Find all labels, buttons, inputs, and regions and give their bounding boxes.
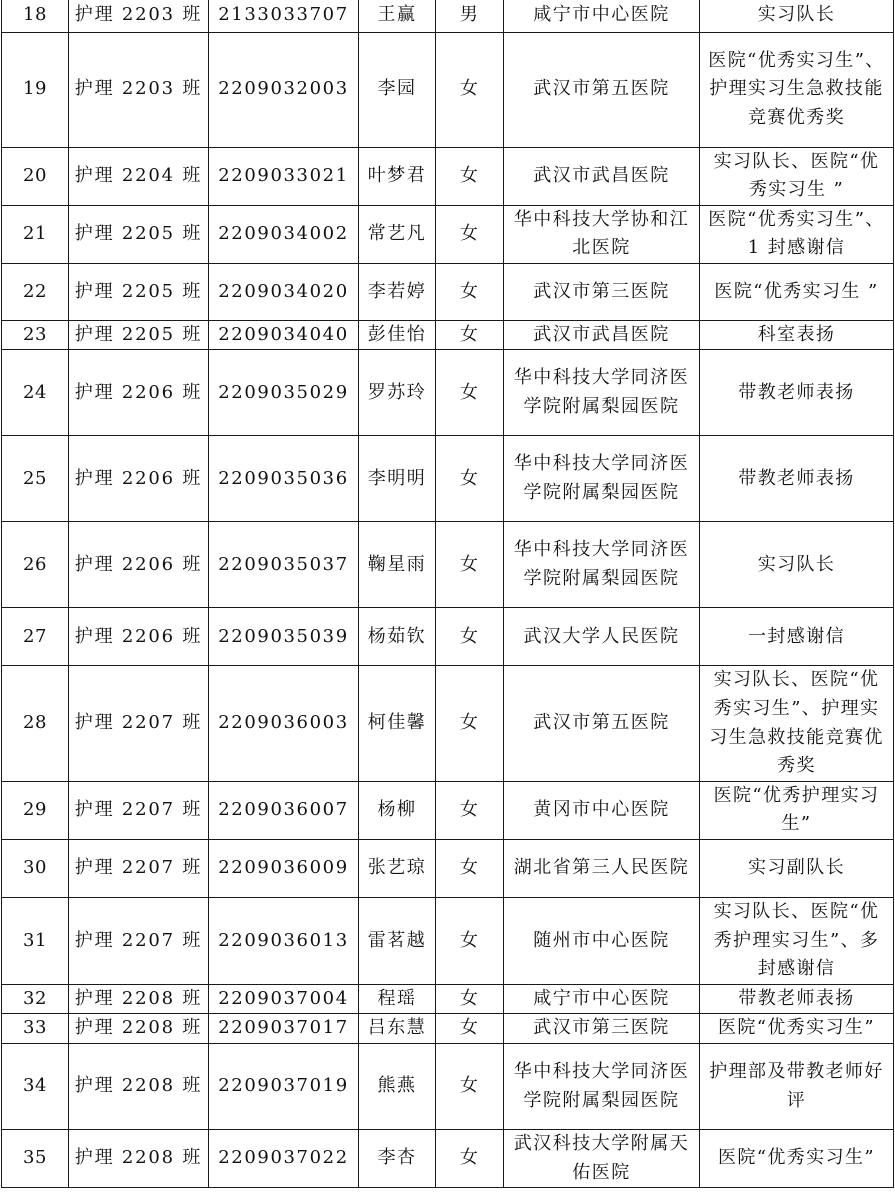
table-row — [2, 522, 894, 608]
student-name-cell: 张艺琼 — [359, 840, 436, 898]
hospital-cell: 随州市中心医院 — [504, 898, 700, 985]
student-id-cell: 2209037017 — [209, 1014, 359, 1044]
class-cell: 护理 2203 班 — [69, 0, 209, 32]
table-row — [2, 984, 894, 1014]
gender-cell: 女 — [436, 205, 504, 263]
hospital-cell: 武汉市第五医院 — [504, 32, 700, 147]
remark-cell: 带教老师表扬 — [700, 436, 894, 522]
remark-cell: 实习队长 — [700, 0, 894, 32]
student-id-cell: 2209036009 — [209, 840, 359, 898]
gender-cell: 女 — [436, 350, 504, 436]
gender-cell: 女 — [436, 666, 504, 781]
class-cell: 护理 2205 班 — [69, 320, 209, 350]
student-name-cell: 彭佳怡 — [359, 320, 436, 350]
student-name-cell: 李明明 — [359, 436, 436, 522]
table-body — [2, 0, 894, 1188]
gender-cell: 女 — [436, 898, 504, 985]
student-name-cell: 王赢 — [359, 0, 436, 32]
student-name-cell: 程瑶 — [359, 984, 436, 1014]
hospital-cell: 武汉市武昌医院 — [504, 320, 700, 350]
row-number-cell: 32 — [2, 984, 69, 1014]
student-name-cell: 杨茹钦 — [359, 608, 436, 666]
student-id-cell: 2209036007 — [209, 781, 359, 839]
student-id-cell: 2209036013 — [209, 898, 359, 985]
hospital-cell: 黄冈市中心医院 — [504, 781, 700, 839]
gender-cell: 女 — [436, 436, 504, 522]
student-id-cell: 2209035036 — [209, 436, 359, 522]
row-number-cell: 20 — [2, 147, 69, 205]
student-id-cell: 2209037022 — [209, 1130, 359, 1188]
hospital-cell: 武汉市第三医院 — [504, 1014, 700, 1044]
row-number-cell: 22 — [2, 263, 69, 320]
row-number-cell: 25 — [2, 436, 69, 522]
class-cell: 护理 2206 班 — [69, 608, 209, 666]
student-id-cell: 2209035039 — [209, 608, 359, 666]
class-cell: 护理 2206 班 — [69, 350, 209, 436]
table-row — [2, 147, 894, 205]
table-row — [2, 205, 894, 263]
remark-cell: 实习队长 — [700, 522, 894, 608]
remark-cell: 一封感谢信 — [700, 608, 894, 666]
student-id-cell: 2209033021 — [209, 147, 359, 205]
hospital-cell: 咸宁市中心医院 — [504, 984, 700, 1014]
class-cell: 护理 2207 班 — [69, 781, 209, 839]
remark-cell: 带教老师表扬 — [700, 350, 894, 436]
gender-cell: 女 — [436, 1044, 504, 1130]
remark-cell: 护理部及带教老师好评 — [700, 1044, 894, 1130]
gender-cell: 女 — [436, 522, 504, 608]
class-cell: 护理 2205 班 — [69, 205, 209, 263]
remark-cell: 医院“优秀实习生 ” — [700, 263, 894, 320]
table-row — [2, 898, 894, 985]
class-cell: 护理 2206 班 — [69, 436, 209, 522]
student-id-cell: 2209035037 — [209, 522, 359, 608]
gender-cell: 女 — [436, 147, 504, 205]
student-name-cell: 雷茗越 — [359, 898, 436, 985]
row-number-cell: 24 — [2, 350, 69, 436]
remark-cell: 实习队长、医院“优秀实习生”、护理实习生急救技能竞赛优秀奖 — [700, 666, 894, 781]
hospital-cell: 华中科技大学同济医学院附属梨园医院 — [504, 1044, 700, 1130]
remark-cell: 医院“优秀实习生” — [700, 1130, 894, 1188]
student-name-cell: 常艺凡 — [359, 205, 436, 263]
remark-cell: 医院“优秀实习生”、1 封感谢信 — [700, 205, 894, 263]
table-row — [2, 263, 894, 320]
table-row — [2, 32, 894, 147]
remark-cell: 实习队长、医院“优秀护理实习生”、多封感谢信 — [700, 898, 894, 985]
table-row — [2, 840, 894, 898]
student-name-cell: 柯佳馨 — [359, 666, 436, 781]
gender-cell: 女 — [436, 263, 504, 320]
class-cell: 护理 2205 班 — [69, 263, 209, 320]
gender-cell: 女 — [436, 608, 504, 666]
gender-cell: 女 — [436, 1014, 504, 1044]
gender-cell: 女 — [436, 32, 504, 147]
table-row — [2, 666, 894, 781]
student-name-cell: 李杏 — [359, 1130, 436, 1188]
hospital-cell: 武汉大学人民医院 — [504, 608, 700, 666]
hospital-cell: 华中科技大学同济医学院附属梨园医院 — [504, 522, 700, 608]
table-row — [2, 781, 894, 839]
table-row — [2, 320, 894, 350]
student-id-cell: 2209034020 — [209, 263, 359, 320]
remark-cell: 带教老师表扬 — [700, 984, 894, 1014]
row-number-cell: 29 — [2, 781, 69, 839]
class-cell: 护理 2204 班 — [69, 147, 209, 205]
gender-cell: 女 — [436, 781, 504, 839]
remark-cell: 实习队长、医院“优秀实习生 ” — [700, 147, 894, 205]
intern-award-table — [1, 0, 894, 1188]
row-number-cell: 19 — [2, 32, 69, 147]
student-id-cell: 2209035029 — [209, 350, 359, 436]
gender-cell: 女 — [436, 984, 504, 1014]
row-number-cell: 30 — [2, 840, 69, 898]
remark-cell: 医院“优秀护理实习生” — [700, 781, 894, 839]
table-row — [2, 0, 894, 32]
row-number-cell: 28 — [2, 666, 69, 781]
hospital-cell: 武汉市武昌医院 — [504, 147, 700, 205]
student-id-cell: 2209036003 — [209, 666, 359, 781]
hospital-cell: 华中科技大学协和江北医院 — [504, 205, 700, 263]
hospital-cell: 武汉市第三医院 — [504, 263, 700, 320]
hospital-cell: 华中科技大学同济医学院附属梨园医院 — [504, 350, 700, 436]
class-cell: 护理 2208 班 — [69, 1130, 209, 1188]
row-number-cell: 23 — [2, 320, 69, 350]
student-id-cell: 2209034040 — [209, 320, 359, 350]
hospital-cell: 武汉科技大学附属天佑医院 — [504, 1130, 700, 1188]
table-row — [2, 350, 894, 436]
row-number-cell: 27 — [2, 608, 69, 666]
table-row — [2, 436, 894, 522]
class-cell: 护理 2206 班 — [69, 522, 209, 608]
class-cell: 护理 2203 班 — [69, 32, 209, 147]
class-cell: 护理 2208 班 — [69, 984, 209, 1014]
remark-cell: 科室表扬 — [700, 320, 894, 350]
remark-cell: 医院“优秀实习生” — [700, 1014, 894, 1044]
row-number-cell: 21 — [2, 205, 69, 263]
class-cell: 护理 2208 班 — [69, 1044, 209, 1130]
row-number-cell: 34 — [2, 1044, 69, 1130]
row-number-cell: 18 — [2, 0, 69, 32]
gender-cell: 男 — [436, 0, 504, 32]
hospital-cell: 华中科技大学同济医学院附属梨园医院 — [504, 436, 700, 522]
student-name-cell: 叶梦君 — [359, 147, 436, 205]
table-row — [2, 608, 894, 666]
student-id-cell: 2209032003 — [209, 32, 359, 147]
hospital-cell: 咸宁市中心医院 — [504, 0, 700, 32]
row-number-cell: 31 — [2, 898, 69, 985]
table-row — [2, 1044, 894, 1130]
table-row — [2, 1130, 894, 1188]
gender-cell: 女 — [436, 320, 504, 350]
class-cell: 护理 2207 班 — [69, 840, 209, 898]
hospital-cell: 武汉市第五医院 — [504, 666, 700, 781]
student-name-cell: 李园 — [359, 32, 436, 147]
gender-cell: 女 — [436, 840, 504, 898]
student-name-cell: 鞠星雨 — [359, 522, 436, 608]
student-name-cell: 吕东慧 — [359, 1014, 436, 1044]
row-number-cell: 35 — [2, 1130, 69, 1188]
student-id-cell: 2209037004 — [209, 984, 359, 1014]
remark-cell: 实习副队长 — [700, 840, 894, 898]
row-number-cell: 26 — [2, 522, 69, 608]
class-cell: 护理 2208 班 — [69, 1014, 209, 1044]
class-cell: 护理 2207 班 — [69, 666, 209, 781]
student-name-cell: 杨柳 — [359, 781, 436, 839]
student-name-cell: 李若婷 — [359, 263, 436, 320]
remark-cell: 医院“优秀实习生”、护理实习生急救技能竞赛优秀奖 — [700, 32, 894, 147]
gender-cell: 女 — [436, 1130, 504, 1188]
class-cell: 护理 2207 班 — [69, 898, 209, 985]
table-row — [2, 1014, 894, 1044]
student-id-cell: 2209037019 — [209, 1044, 359, 1130]
student-name-cell: 熊燕 — [359, 1044, 436, 1130]
hospital-cell: 湖北省第三人民医院 — [504, 840, 700, 898]
student-name-cell: 罗苏玲 — [359, 350, 436, 436]
student-id-cell: 2133033707 — [209, 0, 359, 32]
row-number-cell: 33 — [2, 1014, 69, 1044]
student-id-cell: 2209034002 — [209, 205, 359, 263]
